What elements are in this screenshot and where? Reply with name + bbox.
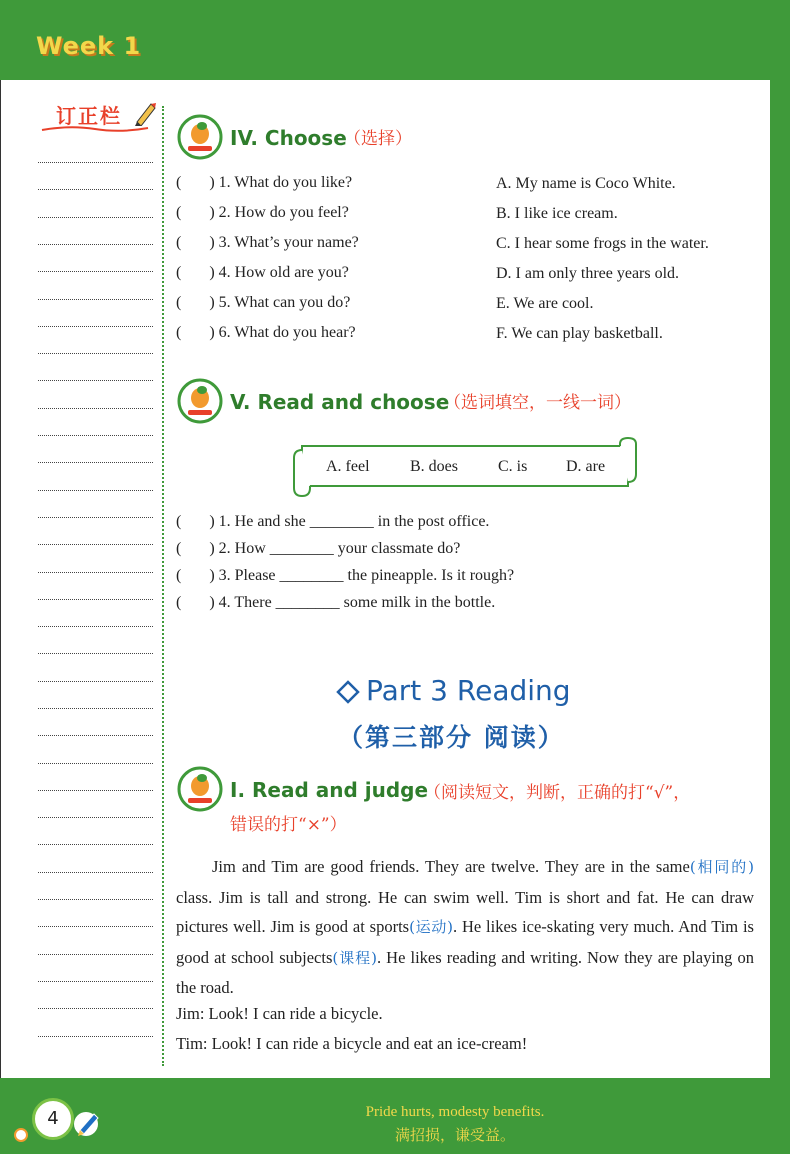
question-row: ( ) 2. How ________ your classmate do? — [176, 540, 461, 557]
correction-line — [38, 763, 153, 764]
correction-line — [38, 299, 153, 300]
correction-line — [38, 954, 153, 955]
correction-line — [38, 681, 153, 682]
correction-line — [38, 517, 153, 518]
correction-line — [38, 1008, 153, 1009]
word-option: B. does — [410, 458, 458, 475]
motto-chinese: 满招损，谦受益。 — [394, 1126, 515, 1144]
question-text: 4. How old are you? — [218, 264, 349, 281]
passage-text: class. Jim is tall and strong. He can swim well. Tim is short and fat. He can draw pictures well. Jim is good at sports — [176, 887, 754, 936]
pencil-icon — [133, 100, 157, 126]
page-number: 4 — [32, 1098, 74, 1140]
dialogue-line: Jim: Look! I can ride a bicycle. — [176, 1004, 383, 1023]
correction-line — [38, 435, 153, 436]
question-row: ( ) 4. How old are you? — [176, 264, 349, 281]
answer-option: D. I am only three years old. — [496, 265, 680, 282]
part3-subtitle: （第三部分 阅读） — [338, 723, 565, 752]
question-row: ( ) 1. What do you like? — [176, 174, 353, 191]
correction-line — [38, 981, 153, 982]
section-i-title: I. Read and judge — [230, 778, 429, 802]
correction-line — [38, 599, 153, 600]
answer-option: E. We are cool. — [496, 295, 594, 312]
answer-option: C. I hear some frogs in the water. — [496, 235, 709, 252]
correction-line — [38, 735, 153, 736]
dialogue-line: Tim: Look! I can ride a bicycle and eat an ice-cream! — [176, 1034, 528, 1053]
passage-text: . He likes ice-skating very much. And Tim is good at school subjects — [176, 917, 754, 967]
page-dot-decoration — [14, 1128, 28, 1142]
question-row: ( ) 3. Please ________ the pineapple. Is it rough? — [176, 567, 515, 584]
correction-line — [38, 189, 153, 190]
question-text: 1. He and she ________ in the post office. — [218, 513, 490, 530]
reading-passage — [176, 852, 754, 1003]
correction-line — [38, 544, 153, 545]
question-text: 3. What’s your name? — [218, 234, 359, 251]
question-text: 2. How ________ your classmate do? — [218, 540, 461, 557]
correction-line — [38, 844, 153, 845]
question-text: 4. There ________ some milk in the bottle. — [218, 594, 496, 611]
correction-line — [38, 353, 153, 354]
passage-text: Jim and Tim are good friends. They are twelve. They are in the same — [212, 857, 690, 876]
corrections-underline — [40, 124, 150, 134]
correction-line — [38, 408, 153, 409]
passage-gloss: (相同的) — [689, 858, 754, 876]
correction-line — [38, 926, 153, 927]
correction-line — [38, 462, 153, 463]
correction-line — [38, 899, 153, 900]
word-option: D. are — [566, 458, 606, 475]
margin-divider — [162, 106, 164, 1066]
correction-line — [38, 790, 153, 791]
corrections-label: 订正栏 — [56, 104, 122, 128]
correction-line — [38, 708, 153, 709]
mascot-icon — [176, 378, 224, 424]
correction-line — [38, 326, 153, 327]
passage-gloss: (运动) — [409, 918, 453, 936]
question-row: ( ) 3. What’s your name? — [176, 234, 359, 251]
correction-line — [38, 653, 153, 654]
question-text: 1. What do you like? — [218, 174, 353, 191]
correction-line — [38, 162, 153, 163]
correction-line — [38, 572, 153, 573]
part3-title: Part 3 Reading — [366, 674, 571, 707]
question-text: 3. Please ________ the pineapple. Is it rough? — [218, 567, 515, 584]
correction-line — [38, 872, 153, 873]
correction-line — [38, 1036, 153, 1037]
word-option: C. is — [498, 458, 528, 475]
question-row: ( ) 5. What can you do? — [176, 294, 351, 311]
word-option: A. feel — [326, 458, 370, 475]
question-row: ( ) 2. How do you feel? — [176, 204, 349, 221]
section-v-title: V. Read and choose — [230, 390, 450, 414]
section-iv-subtitle: （选择） — [344, 129, 412, 149]
correction-line — [38, 490, 153, 491]
answer-option: A. My name is Coco White. — [496, 175, 676, 192]
correction-line — [38, 244, 153, 245]
answer-option: F. We can play basketball. — [496, 325, 663, 342]
motto-english: Pride hurts, modesty benefits. — [365, 1104, 545, 1120]
pencil-icon — [72, 1108, 102, 1138]
mascot-icon — [176, 114, 224, 160]
question-row: ( ) 1. He and she ________ in the post office. — [176, 513, 490, 530]
correction-line — [38, 817, 153, 818]
question-text: 6. What do you hear? — [218, 324, 356, 341]
passage-text: . He likes reading and writing. Now they are playing on the road. — [176, 947, 754, 997]
question-row: ( ) 4. There ________ some milk in the bottle. — [176, 594, 496, 611]
section-iv-title: IV. Choose — [230, 126, 347, 150]
passage-gloss: (课程) — [332, 948, 377, 967]
correction-line — [38, 217, 153, 218]
week-title: Week 1 — [36, 32, 142, 60]
diamond-icon — [336, 680, 360, 704]
section-i-subtitle-2: 错误的打“×”） — [230, 815, 347, 835]
answer-option: B. I like ice cream. — [496, 205, 618, 222]
correction-line — [38, 380, 153, 381]
section-i-subtitle-1: （阅读短文，判断，正确的打“√”， — [424, 783, 691, 803]
right-border-strip — [770, 80, 790, 1080]
question-text: 5. What can you do? — [218, 294, 351, 311]
mascot-icon — [176, 766, 224, 812]
question-row: ( ) 6. What do you hear? — [176, 324, 356, 341]
correction-line — [38, 626, 153, 627]
correction-line — [38, 271, 153, 272]
question-text: 2. How do you feel? — [218, 204, 349, 221]
section-v-subtitle: （选词填空，一线一词） — [444, 393, 631, 413]
